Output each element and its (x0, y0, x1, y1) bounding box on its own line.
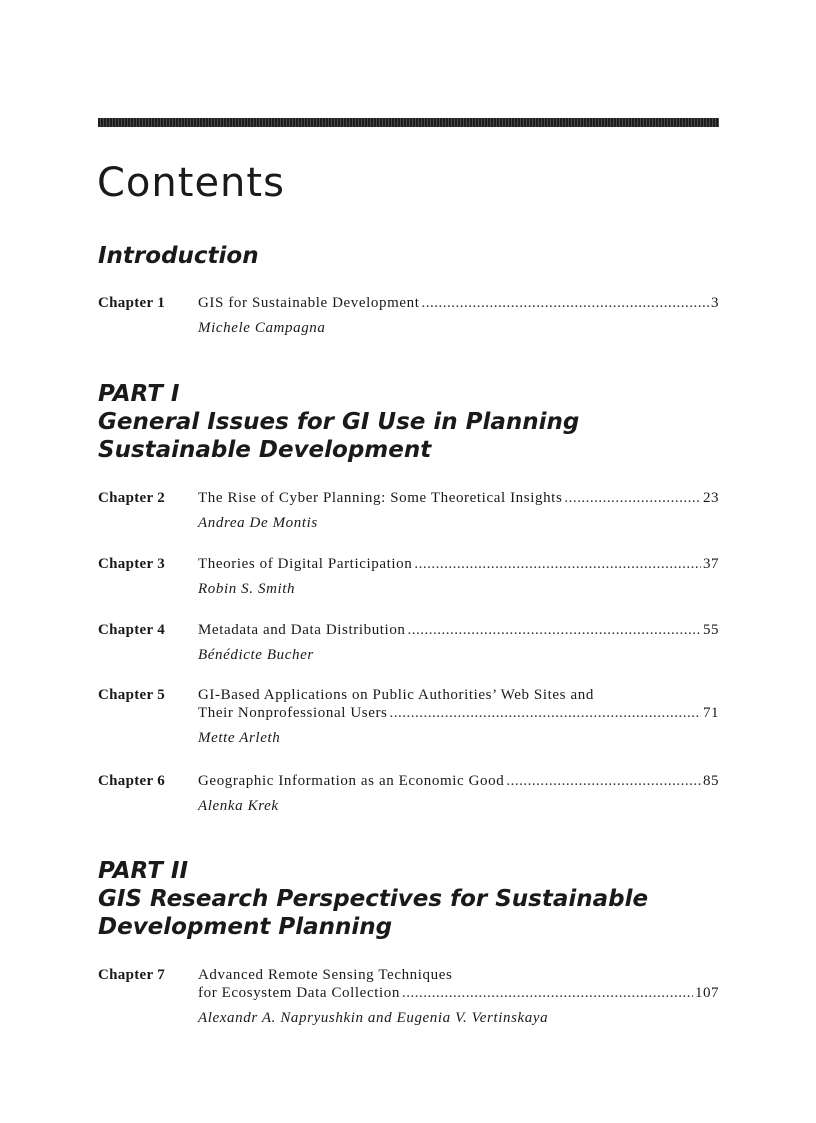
page-title: Contents (97, 160, 285, 206)
dot-leader (414, 555, 701, 573)
chapter-author: Alenka Krek (198, 798, 279, 814)
chapter-title: Theories of Digital Participation (198, 556, 413, 572)
page-number: 71 (703, 705, 719, 721)
chapter-title: Metadata and Data Distribution (198, 622, 406, 638)
chapter-label: Chapter 1 (98, 295, 166, 311)
chapter-label: Chapter 2 (98, 490, 166, 506)
part-1-label: PART I (98, 381, 180, 407)
part-2-title-line-1: GIS Research Perspectives for Sustainable (98, 886, 649, 912)
chapter-author: Mette Arleth (198, 730, 281, 746)
page-number: 55 (703, 622, 719, 638)
chapter-author: Michele Campagna (198, 320, 326, 336)
dot-leader (408, 621, 701, 639)
page-number: 85 (703, 773, 719, 789)
chapter-author: Alexandr A. Napryushkin and Eugenia V. Vertinskaya (198, 1010, 549, 1026)
part-2-title-line-2: Development Planning (98, 914, 393, 940)
chapter-title: for Ecosystem Data Collection (198, 985, 400, 1001)
chapter-label: Chapter 7 (98, 967, 166, 983)
chapter-author: Bénédicte Bucher (198, 647, 314, 663)
chapter-label: Chapter 6 (98, 773, 166, 789)
chapter-title-line-1: GI-Based Applications on Public Authorities’ Web Sites and (198, 687, 594, 703)
page-number: 37 (703, 556, 719, 572)
chapter-author: Andrea De Montis (198, 515, 318, 531)
chapter-author: Robin S. Smith (198, 581, 296, 597)
chapter-label: Chapter 4 (98, 622, 166, 638)
chapter-title: Geographic Information as an Economic Good (198, 773, 505, 789)
dot-leader (564, 489, 701, 507)
dot-leader (506, 772, 701, 790)
chapter-label: Chapter 5 (98, 687, 166, 703)
chapter-title: Their Nonprofessional Users (198, 705, 388, 721)
chapter-title: The Rise of Cyber Planning: Some Theoretical Insights (198, 490, 563, 506)
dot-leader (390, 704, 702, 722)
page-number: 23 (703, 490, 719, 506)
page-number: 107 (695, 985, 719, 1001)
dot-leader (421, 294, 709, 312)
part-2-label: PART II (98, 858, 189, 884)
chapter-title-line-1: Advanced Remote Sensing Techniques (198, 967, 453, 983)
header-rule (98, 118, 719, 127)
chapter-label: Chapter 3 (98, 556, 166, 572)
chapter-title: GIS for Sustainable Development (198, 295, 420, 311)
part-1-title-line-1: General Issues for GI Use in Planning (98, 409, 580, 435)
dot-leader (402, 984, 693, 1002)
part-1-title-line-2: Sustainable Development (98, 437, 432, 463)
page-number: 3 (711, 295, 719, 311)
introduction-heading: Introduction (98, 243, 259, 269)
